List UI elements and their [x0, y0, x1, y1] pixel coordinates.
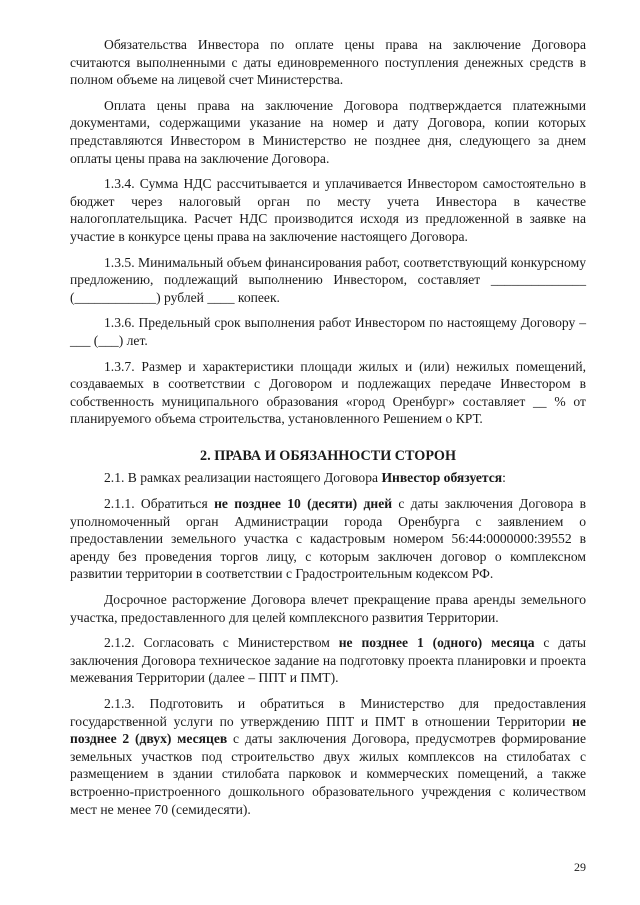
paragraph-2-1-1-tail: с даты заключения Договора в уполномоченный орган Администрации города Оренбурга с заявлением о предоставлении земельного участка с кадастровым номером 56:44:0000000:39552 в аренду без проведения торгов лицу, с которым заключен договор о комплексном развитии территории в соответствии с Градостроительным кодексом РФ. — [70, 496, 586, 582]
paragraph-2-1-2-tail: с даты заключения Договора техническое задание на подготовку проекта планировки и проекта межевания Территории (далее – ППТ и ПМТ). — [70, 635, 587, 686]
paragraph-2-1-3-text: 2.1.3. Подготовить и обратиться в Министерство для предоставления государственной услуги по утверждению ППТ и ПМТ в отношении Территории — [70, 696, 586, 729]
paragraph-1-3-4: 1.3.4. Сумма НДС рассчитывается и уплачивается Инвестором самостоятельно в бюджет через налоговый орган по месту учета Инвестора в качестве налогоплательщика. Расчет НДС производится исходя из предложенной в заявке на участие в конкурсе цены права на заключение настоящего Договора. — [70, 176, 586, 244]
paragraph-early-termination: Досрочное расторжение Договора влечет прекращение права аренды земельного участка, предоставленного для целей комплексного развития Территории. — [70, 592, 586, 625]
page-number: 29 — [574, 860, 586, 874]
paragraph-1-3-6: 1.3.6. Предельный срок выполнения работ Инвестором по настоящему Договору – ___ (___) лет. — [70, 315, 586, 348]
paragraph-2-1-2-bold: не позднее 1 (одного) месяца — [338, 635, 535, 651]
paragraph-2-1-2 — [70, 634, 586, 687]
paragraph-2-1 — [70, 469, 586, 487]
paragraph-2-1-2-text: 2.1.2. Согласовать с Министерством — [104, 635, 339, 651]
paragraph-2-1-bold: Инвестор обязуется — [381, 470, 503, 486]
paragraph-payment-obligations: Обязательства Инвестора по оплате цены права на заключение Договора считаются выполненными с даты единовременного поступления денежных средств в полном объеме на лицевой счет Министерства. — [70, 37, 586, 88]
paragraph-2-1-3-bold: не позднее 2 (двух) месяцев — [70, 713, 586, 747]
paragraph-payment-confirmation: Оплата цены права на заключение Договора подтверждается платежными документами, содержащими указание на номер и дату Договора, копии которых представляются Инвестором в Министерство не позднее дня, следующего за днем оплаты цены права на заключение Договора. — [70, 97, 586, 166]
paragraph-2-1-3-tail: с даты заключения Договора, предусмотрев формирование земельных участков под строительство двух жилых комплексов на стилобатах с размещением в здании стилобата парковок и коммерческих помещений, а также встроенно-пристроенного дошкольного образовательного учреждения с количеством мест не менее 70 (семидесяти). — [70, 731, 586, 817]
paragraph-1-3-5: 1.3.5. Минимальный объем финансирования работ, соответствующий конкурсному предложению, подлежащий выполнению Инвестором, составляет ______________ (____________) рублей ____ копеек. — [70, 254, 586, 305]
paragraph-2-1-tail: : — [502, 470, 506, 486]
paragraph-2-1-1-text: 2.1.1. Обратиться — [104, 496, 215, 512]
paragraph-2-1-3 — [70, 695, 586, 818]
section-title: 2. ПРАВА И ОБЯЗАННОСТИ СТОРОН — [200, 447, 456, 464]
paragraph-2-1-text: 2.1. В рамках реализации настоящего Договора — [104, 470, 382, 486]
paragraph-2-1-1 — [70, 495, 586, 583]
paragraph-1-3-7: 1.3.7. Размер и характеристики площади жилых и (или) нежилых помещений, создаваемых в соответствии с Договором и подлежащих передаче Инвестором в собственность муниципального образования «город Оренбург» составляет __ % от планируемого объема строительства, установленного Решением о КРТ. — [70, 358, 586, 427]
paragraph-2-1-1-bold: не позднее 10 (десяти) дней — [214, 496, 393, 512]
